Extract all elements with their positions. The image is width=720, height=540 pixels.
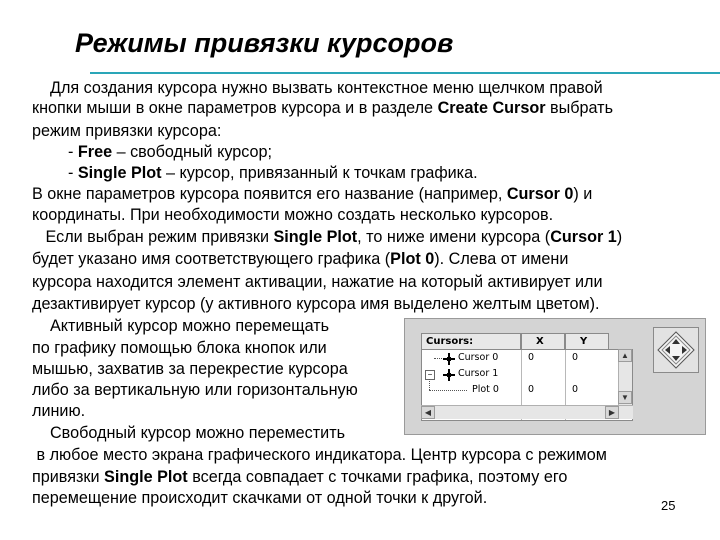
text-line-18: в любое место экрана графического индикатора. Центр курсора с режимом bbox=[32, 446, 607, 464]
text-line-17: Свободный курсор можно переместить bbox=[32, 424, 346, 442]
cursor-activation-icon[interactable] bbox=[443, 368, 455, 380]
text-line-7: координаты. При необходимости можно создать несколько курсоров. bbox=[32, 206, 554, 224]
y-column-header bbox=[565, 333, 609, 349]
cursor-name: Cursor 0 bbox=[458, 352, 499, 363]
text-line-3: режим привязки курсора: bbox=[32, 122, 222, 140]
cursor-legend-panel bbox=[404, 318, 706, 435]
expand-toggle-icon[interactable]: − bbox=[425, 370, 435, 380]
list-item[interactable] bbox=[422, 383, 618, 398]
tree-line-icon bbox=[429, 390, 467, 391]
text-line-1: Для создания курсора нужно вызвать контекстное меню щелчком правой bbox=[32, 79, 603, 97]
text-line-11: дезактивирует курсор (у активного курсора имя выделено желтым цветом). bbox=[32, 295, 600, 313]
cursor-move-button[interactable] bbox=[653, 327, 699, 373]
text-line-19: привязки Single Plot всегда совпадает с точками графика, поэтому его bbox=[32, 468, 568, 486]
scroll-down-icon[interactable]: ▼ bbox=[618, 391, 632, 404]
cursor-activation-icon[interactable] bbox=[443, 352, 455, 364]
page-number: 25 bbox=[661, 498, 676, 513]
text-line-2: кнопки мыши в окне параметров курсора и в разделе Create Cursor выбрать bbox=[32, 99, 614, 117]
plot-x-value: 0 bbox=[528, 384, 535, 395]
cursors-header bbox=[421, 333, 521, 349]
text-line-6: В окне параметров курсора появится его название (например, Cursor 0) и bbox=[32, 185, 593, 203]
list-item[interactable] bbox=[422, 367, 618, 382]
cursor-name: Cursor 1 bbox=[458, 368, 499, 379]
text-line-9: будет указано имя соответствующего графика (Plot 0). Слева от имени bbox=[32, 250, 569, 268]
text-line-5: - Single Plot – курсор, привязанный к точкам графика. bbox=[32, 164, 478, 182]
plot-y-value: 0 bbox=[572, 384, 579, 395]
slide-title: Режимы привязки курсоров bbox=[75, 28, 454, 58]
tree-line-icon bbox=[434, 358, 442, 359]
text-line-12: Активный курсор можно перемещать bbox=[32, 317, 330, 335]
diamond-arrows-icon bbox=[654, 328, 698, 372]
text-line-20: перемещение происходит скачками от одной точки к другой. bbox=[32, 489, 488, 507]
text-line-16: линию. bbox=[32, 402, 86, 420]
cursor-y-value: 0 bbox=[572, 352, 579, 363]
tree-line-icon bbox=[429, 379, 430, 390]
y-column-label: Y bbox=[580, 336, 588, 347]
cursor-x-value: 0 bbox=[528, 352, 535, 363]
x-column-header bbox=[521, 333, 565, 349]
list-item[interactable] bbox=[422, 351, 618, 366]
scroll-right-icon[interactable]: ▶ bbox=[605, 406, 619, 419]
plot-name: Plot 0 bbox=[472, 384, 499, 395]
scroll-left-icon[interactable]: ◀ bbox=[421, 406, 435, 419]
horizontal-scrollbar[interactable] bbox=[421, 405, 633, 419]
title-underline bbox=[90, 72, 720, 74]
text-line-4: - Free – свободный курсор; bbox=[32, 143, 273, 161]
cursors-label: Cursors: bbox=[426, 336, 474, 347]
text-line-14: мышью, захватив за перекрестие курсора bbox=[32, 360, 348, 378]
text-line-8: Если выбран режим привязки Single Plot, то ниже имени курсора (Cursor 1) bbox=[32, 228, 623, 246]
scroll-up-icon[interactable]: ▲ bbox=[618, 349, 632, 362]
text-line-15: либо за вертикальную или горизонтальную bbox=[32, 381, 358, 399]
x-column-label: X bbox=[536, 336, 544, 347]
text-line-10: курсора находится элемент активации, нажатие на который активирует или bbox=[32, 273, 603, 291]
vertical-scrollbar[interactable] bbox=[618, 349, 632, 405]
text-line-13: по графику помощью блока кнопок или bbox=[32, 339, 327, 357]
